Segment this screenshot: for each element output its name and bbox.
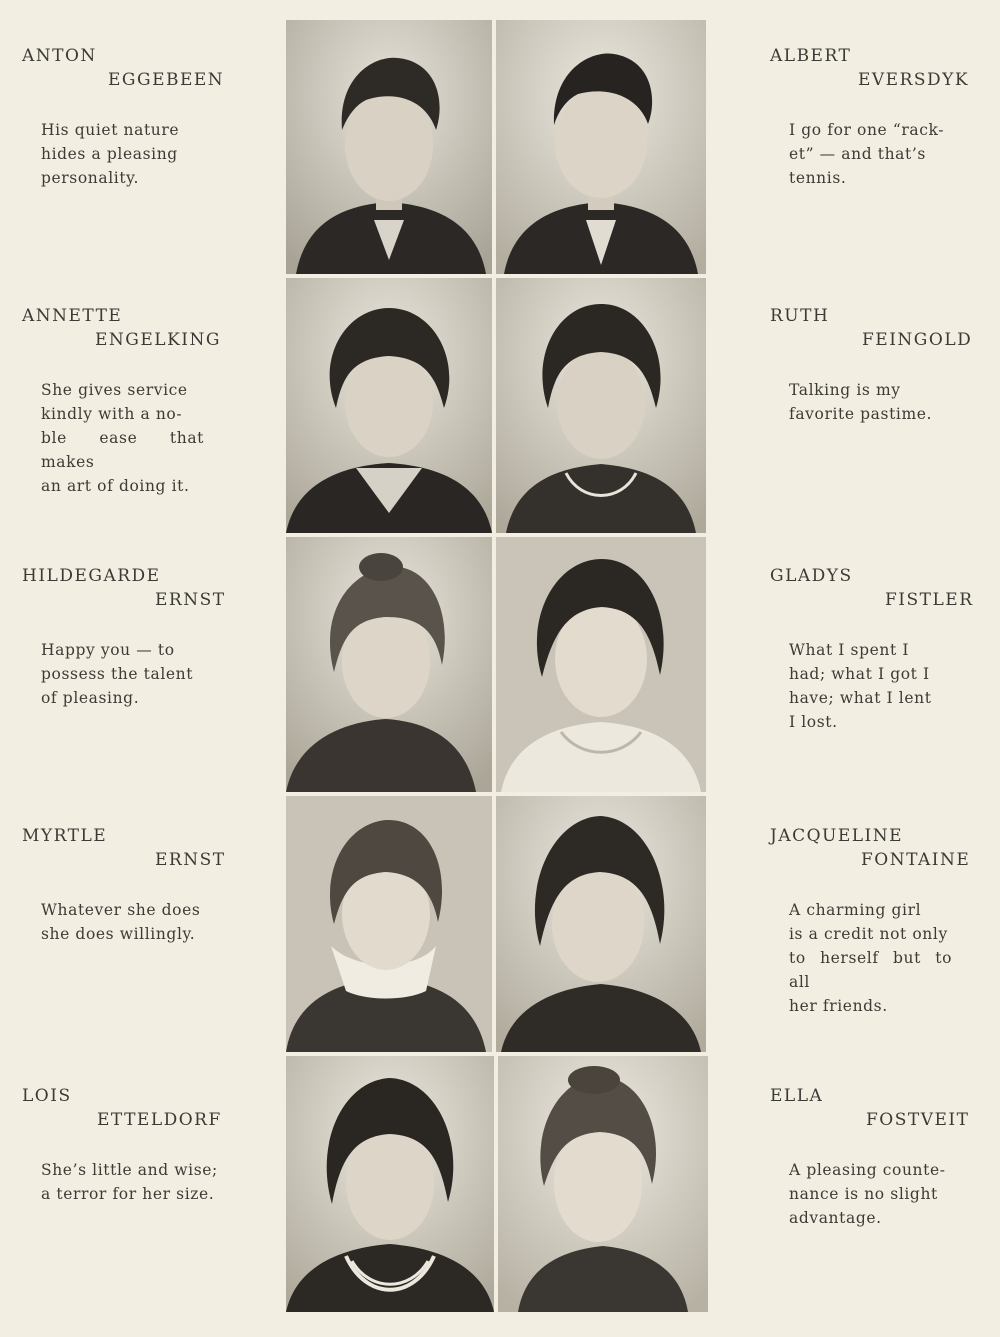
portrait-man-icon (496, 20, 706, 274)
first-name: GLADYS (770, 566, 853, 586)
first-name: ALBERT (770, 46, 852, 66)
portrait-woman-icon (286, 1056, 494, 1312)
portrait-woman-icon (498, 1056, 708, 1312)
last-name: ENGELKING (95, 330, 221, 350)
portrait-woman-icon (496, 278, 706, 533)
last-name: FISTLER (885, 590, 974, 610)
last-name: FEINGOLD (862, 330, 973, 350)
portrait-photo (286, 278, 492, 533)
last-name: ERNST (155, 850, 226, 870)
portrait-photo (496, 278, 706, 533)
student-quote: His quiet nature hides a pleasing personality. (41, 121, 180, 187)
first-name: HILDEGARDE (22, 566, 161, 586)
first-name: ELLA (770, 1086, 824, 1106)
first-name: RUTH (770, 306, 830, 326)
portrait-photo (496, 20, 706, 274)
last-name: FOSTVEIT (866, 1110, 970, 1130)
portrait-woman-icon (286, 796, 492, 1052)
portrait-photo (286, 1056, 494, 1312)
student-quote: Whatever she does she does willingly. (41, 901, 201, 943)
student-quote: She’s little and wise; a terror for her size. (41, 1161, 218, 1203)
portrait-woman-icon (496, 537, 706, 792)
student-quote: A pleasing counte- nance is no slight advantage. (789, 1161, 946, 1227)
portrait-photo (286, 796, 492, 1052)
portrait-photo (286, 20, 492, 274)
student-quote: A charming girl is a credit not only to herself but to all her friends. (789, 901, 952, 1015)
portrait-woman-icon (286, 537, 492, 792)
portrait-woman-icon (286, 278, 492, 533)
portrait-photo (496, 796, 706, 1052)
student-quote: Happy you — to possess the talent of pleasing. (41, 641, 194, 707)
portrait-photo (496, 537, 706, 792)
last-name: ERNST (155, 590, 226, 610)
student-quote: Talking is my favorite pastime. (789, 381, 933, 423)
last-name: EVERSDYK (858, 70, 970, 90)
first-name: JACQUELINE (770, 826, 904, 846)
portrait-photo (286, 537, 492, 792)
first-name: ANNETTE (22, 306, 123, 326)
first-name: ANTON (22, 46, 97, 66)
last-name: ETTELDORF (97, 1110, 222, 1130)
first-name: MYRTLE (22, 826, 108, 846)
student-quote: She gives service kindly with a no- ble ease that makes an art of doing it. (41, 381, 204, 495)
student-quote: What I spent I had; what I got I have; what I lent I lost. (789, 641, 932, 731)
student-quote: I go for one “rack- et” — and that’s tennis. (789, 121, 945, 187)
first-name: LOIS (22, 1086, 72, 1106)
portrait-man-icon (286, 20, 492, 274)
last-name: EGGEBEEN (108, 70, 225, 90)
portrait-woman-icon (496, 796, 706, 1052)
last-name: FONTAINE (861, 850, 971, 870)
portrait-photo (498, 1056, 708, 1312)
